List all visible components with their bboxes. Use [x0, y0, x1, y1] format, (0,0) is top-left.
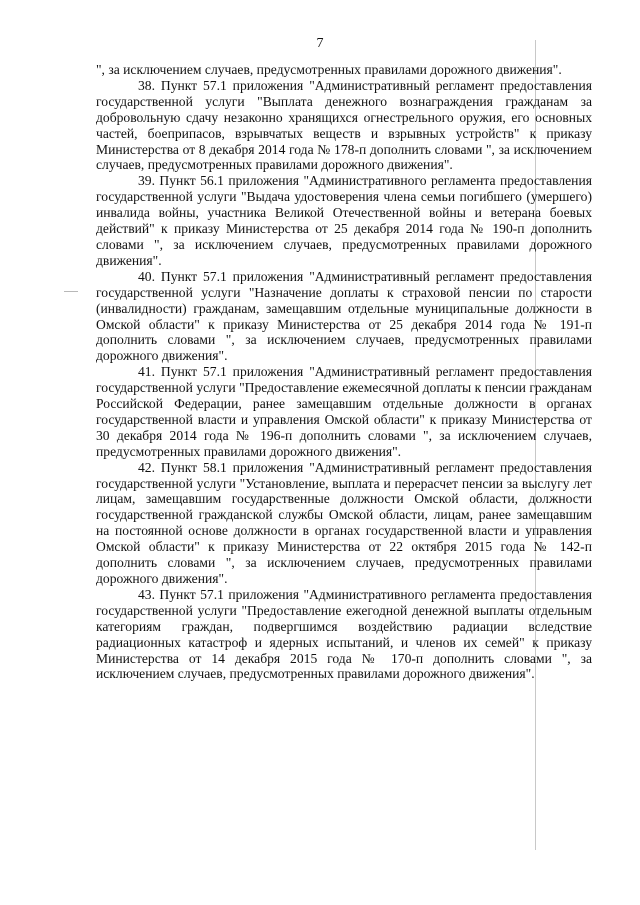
paragraph-item-39: 39. Пункт 56.1 приложения "Административного регламента предоставления государственной услуги "Выдача удостоверения члена семьи погибшего (умершего) инвалида войны, участника Великой Отечественной войны и ветерана боевых действий" к приказу Министерства от 25 декабря 2014 года № 190-п дополнить словами ", за исключением случаев, предусмотренных правилами дорожного движения". [96, 173, 592, 268]
scan-artifact-mark [64, 291, 78, 292]
document-body [96, 62, 592, 682]
paragraph-continuation: ", за исключением случаев, предусмотренных правилами дорожного движения". [96, 62, 562, 77]
paragraph-item-42: 42. Пункт 58.1 приложения "Административный регламент предоставления государственной услуги "Установление, выплата и перерасчет пенсии за выслугу лет лицам, замещавшим государственные должности Омской области, должности государственной гражданской службы Омской области, лицам, ранее замещавшим на постоянной основе должности в органах государственной власти и управления Омской области" к приказу Министерства от 22 октября 2015 года № 142-п дополнить словами ", за исключением случаев, предусмотренных правилами дорожного движения". [96, 459, 592, 586]
page-number: 7 [316, 36, 324, 51]
paragraph-item-38: 38. Пункт 57.1 приложения "Административный регламент предоставления государственной услуги "Выплата денежного вознаграждения гражданам за добровольную сдачу незаконно хранящихся огнестрельного оружия, его основных частей, боеприпасов, взрывчатых веществ и взрывных устройств" к приказу Министерства от 8 декабря 2014 года № 178-п дополнить словами ", за исключением случаев, предусмотренных правилами дорожного движения". [96, 77, 592, 173]
paragraph-item-40: 40. Пункт 57.1 приложения "Административный регламент предоставления государственной услуги "Назначение доплаты к страховой пенсии по старости (инвалидности) гражданам, замещавшим отдельные муниципальные должности в Омской области" к приказу Министерства от 25 декабря 2014 года № 191-п дополнить словами ", за исключением случаев, предусмотренных правилами дорожного движения". [96, 268, 592, 364]
paragraph-item-41: 41. Пункт 57.1 приложения "Административный регламент предоставления государственной услуги "Предоставление ежемесячной доплаты к пенсии гражданам Российской Федерации, ранее замещавшим отдельные должности в органах государственной власти и управления Омской области" к приказу Министерства от 30 декабря 2014 года № 196-п дополнить словами ", за исключением случаев, предусмотренных правилами дорожного движения". [96, 364, 592, 459]
paragraph-item-43: 43. Пункт 57.1 приложения "Административного регламента предоставления государственной услуги "Предоставление ежегодной денежной выплаты отдельным категориям граждан, подвергшимся воздействию радиации вследствие радиационных катастроф и ядерных испытаний, и членов их семей" к приказу Министерства от 14 декабря 2015 года № 170-п дополнить словами ", за исключением случаев, предусмотренных правилами дорожного движения". [96, 586, 592, 682]
